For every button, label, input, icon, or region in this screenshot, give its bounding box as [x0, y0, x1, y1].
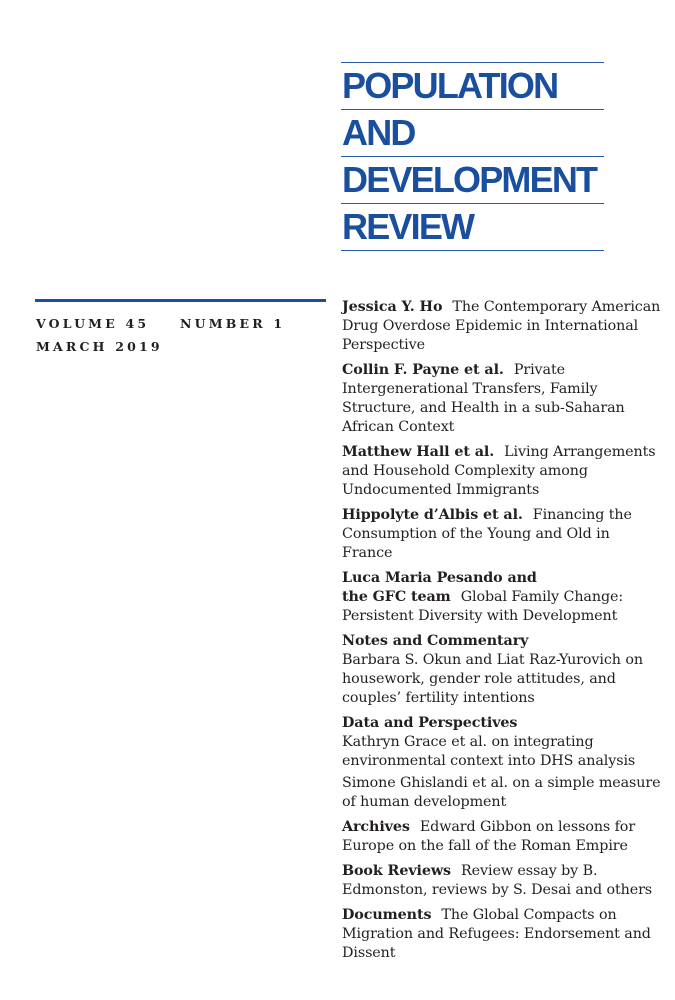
number-label: NUMBER 1 — [180, 316, 286, 331]
table-of-contents — [342, 298, 662, 969]
entry-title: Financing the Consumption of the Young and Old in France — [342, 507, 632, 561]
journal-title — [341, 62, 604, 251]
title-line-2: AND — [342, 112, 415, 153]
entry-author: Hippolyte d’Albis et al. — [342, 507, 523, 523]
entry-author: Collin F. Payne et al. — [342, 362, 504, 378]
entry-title: The Global Compacts on Migration and Refugees: Endorsement and Dissent — [342, 907, 651, 961]
issue-date: MARCH 2019 — [36, 339, 163, 354]
entry-title: Global Family Change: Persistent Diversity with Development — [342, 589, 624, 624]
section-heading: Documents — [342, 907, 432, 923]
toc-section-reviews — [342, 862, 662, 900]
issue-rule — [35, 299, 326, 302]
toc-entry-hall — [342, 443, 662, 500]
entry-author-cont: the GFC team — [342, 589, 451, 605]
toc-entry-pesando — [342, 569, 662, 626]
entry-author: Jessica Y. Ho — [342, 299, 443, 315]
title-line-3: DEVELOPMENT — [342, 159, 597, 200]
toc-entry-ho — [342, 298, 662, 355]
entry-title: Private Intergenerational Transfers, Family Structure, and Health in a sub-Saharan African Context — [342, 362, 625, 435]
toc-section-data — [342, 714, 662, 771]
toc-section-documents — [342, 906, 662, 963]
title-line-1: POPULATION — [342, 65, 558, 106]
volume-label: VOLUME 45 — [36, 316, 150, 331]
toc-entry-dalbis — [342, 506, 662, 563]
entry-title: The Contemporary American Drug Overdose Epidemic in International Perspective — [342, 299, 661, 353]
title-line-4: REVIEW — [342, 206, 474, 247]
section-heading: Book Reviews — [342, 863, 452, 879]
entry-author: Matthew Hall et al. — [342, 444, 495, 460]
title-rule — [341, 250, 604, 251]
toc-entry-payne — [342, 361, 662, 437]
toc-entry-ghislandi — [342, 774, 662, 812]
entry-title: Barbara S. Okun and Liat Raz-Yurovich on housework, gender role attitudes, and couples’ fertility intentions — [342, 652, 643, 706]
section-heading: Data and Perspectives — [342, 715, 518, 731]
entry-title: Kathryn Grace et al. on integrating environmental context into DHS analysis — [342, 734, 636, 769]
entry-title: Living Arrangements and Household Complexity among Undocumented Immigrants — [342, 444, 656, 498]
toc-section-archives — [342, 818, 662, 856]
entry-title: Review essay by B. Edmonston, reviews by S. Desai and others — [342, 863, 653, 898]
entry-author: Luca Maria Pesando and — [342, 570, 537, 586]
entry-title: Edward Gibbon on lessons for Europe on the fall of the Roman Empire — [342, 819, 636, 854]
section-heading: Archives — [342, 819, 410, 835]
toc-section-notes — [342, 632, 662, 708]
entry-title: Simone Ghislandi et al. on a simple measure of human development — [342, 775, 661, 810]
section-heading: Notes and Commentary — [342, 633, 529, 649]
